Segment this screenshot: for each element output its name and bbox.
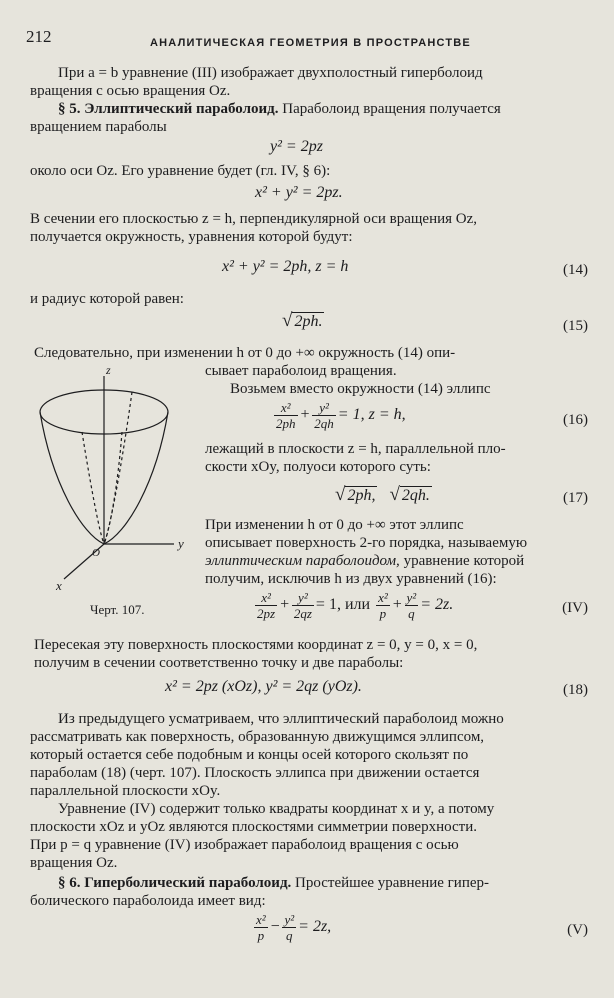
equation-number: (IV) — [562, 600, 588, 616]
text-line: Из предыдущего усматриваем, что эллиптический параболоид можно — [58, 711, 504, 727]
text-line: получим, исключив h из двух уравнений (16): — [205, 571, 497, 587]
text-line: Уравнение (IV) содержит только квадраты координат x и y, а потому — [58, 801, 495, 817]
section-6-title: § 6. Гиперболический параболоид. — [58, 875, 292, 891]
text-line: который остается себе подобным и концы осей которого скользят по — [30, 747, 469, 763]
section-6-heading — [58, 874, 489, 892]
equation-number: (14) — [563, 262, 588, 278]
text-line: При p = q уравнение (IV) изображает параболоид вращения с осью — [30, 837, 459, 853]
equation-number: (17) — [563, 490, 588, 506]
figure-label-y: y — [178, 536, 184, 551]
text-line: скости xOy, полуоси которого суть: — [205, 459, 431, 475]
text-line: рассматривать как поверхность, образованную движущимся эллипсом, — [30, 729, 485, 745]
text-line: описывает поверхность 2-го порядка, называемую — [205, 535, 528, 551]
text-line: вращением параболы — [30, 119, 167, 135]
figure-107-paraboloid — [22, 364, 212, 624]
text-line: Следовательно, при изменении h от 0 до +∞ окружность (14) опи- — [34, 345, 456, 361]
text-line: Пересекая эту поверхность плоскостями координат z = 0, y = 0, x = 0, — [34, 637, 478, 653]
equation-number: (15) — [563, 318, 588, 334]
equation: $\frac{\text{x²}}{2ph}$ + $\frac{\text{y²}}{2qh}$ = 1, z = h, — [276, 400, 406, 431]
equation: √ 2ph, √ 2qh. — [335, 484, 430, 505]
text-line: болического параболоида имеет вид: — [30, 893, 266, 909]
figure-label-x: x — [56, 578, 62, 593]
section-5-heading — [58, 100, 501, 118]
text-line: При a = b уравнение (III) изображает двухполостный гиперболоид — [58, 65, 483, 81]
text-line: плоскости xOz и yOz являются плоскостями симметрии поверхности. — [30, 819, 477, 835]
text-line: При изменении h от 0 до +∞ этот эллипс — [205, 517, 464, 533]
equation: x² + y² = 2ph, z = h — [222, 258, 349, 275]
text-line: параллельной плоскости xOy. — [30, 783, 221, 799]
equation: √ 2ph. — [282, 310, 323, 331]
page-number: 212 — [26, 27, 52, 46]
text-line: лежащий в плоскости z = h, параллельной пло- — [205, 441, 506, 457]
equation-IV: $\frac{\text{x²}}{2pz}$ + $\frac{\text{y²}}{2qz}$ = 1, или $\frac{\text{x²}}{p}$ + $\frac{\text{y²}}{q}$ = 2z. — [257, 590, 454, 621]
equation: y² = 2pz — [270, 138, 323, 155]
equation-V: $\frac{\text{x²}}{p}$ − $\frac{\text{y²}}{q}$ = 2z, — [256, 912, 332, 943]
equation: x² + y² = 2pz. — [255, 184, 343, 201]
text-line: около оси Oz. Его уравнение будет (гл. IV, § 6): — [30, 163, 331, 179]
term-elliptic-paraboloid: эллиптическим параболоидом, — [205, 553, 400, 569]
text-line: вращения с осью вращения Oz. — [30, 83, 231, 99]
section-5-title: § 5. Эллиптический параболоид. — [58, 101, 279, 117]
section-5-text: Параболоид вращения получается — [278, 101, 501, 117]
text-line: и радиус которой равен: — [30, 291, 184, 307]
text-line: сывает параболоид вращения. — [205, 363, 397, 379]
figure-label-z: z — [106, 364, 111, 377]
equation-number: (V) — [567, 922, 588, 938]
text-line: параболам (18) (черт. 107). Плоскость эллипса при движении остается — [30, 765, 480, 781]
running-title: АНАЛИТИЧЕСКАЯ ГЕОМЕТРИЯ В ПРОСТРАНСТВЕ — [150, 37, 471, 49]
text-line: получается окружность, уравнения которой будут: — [30, 229, 353, 245]
equation-number: (18) — [563, 682, 588, 698]
text-line: эллиптическим параболоидом, уравнение которой — [205, 553, 525, 569]
equation: x² = 2pz (xOz), y² = 2qz (yOz). — [165, 678, 362, 695]
figure-label-origin: O — [92, 547, 100, 559]
text-line: В сечении его плоскостью z = h, перпендикулярной оси вращения Oz, — [30, 211, 478, 227]
text-line: вращения Oz. — [30, 855, 118, 871]
section-6-text: Простейшее уравнение гипер- — [291, 875, 490, 891]
equation-number: (16) — [563, 412, 588, 428]
text-line: получим в сечении соответственно точку и две параболы: — [34, 655, 404, 671]
figure-caption: Черт. 107. — [90, 602, 145, 617]
text-line: Возьмем вместо окружности (14) эллипс — [230, 381, 491, 397]
